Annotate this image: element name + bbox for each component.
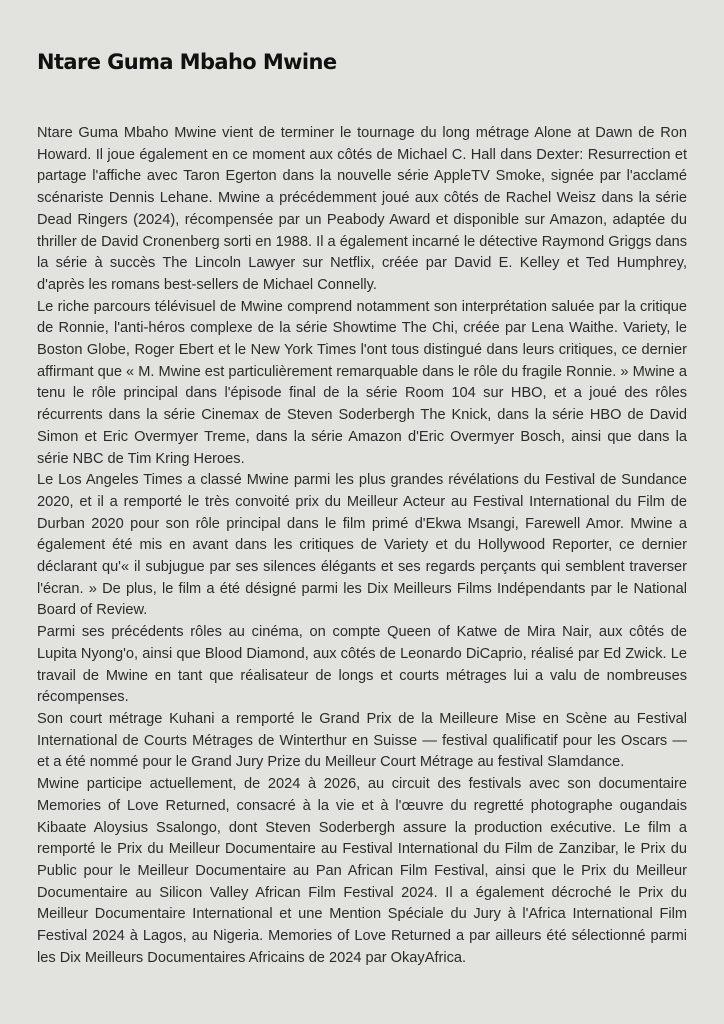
- document-page: [37, 44, 687, 969]
- paragraph-kuhani-short-film: Son court métrage Kuhani a remporté le Grand Prix de la Meilleure Mise en Scène au Festival International de Courts Métrages de Winterthur en Suisse — festival qualificatif pour les Oscars — et a été nommé pour le Grand Jury Prize du Meilleur Court Métrage au festival Slamdance.: [37, 710, 687, 771]
- paragraph-current-projects: Ntare Guma Mbaho Mwine vient de terminer le tournage du long métrage Alone at Dawn de Ron Howard. Il joue également en ce moment aux côtés de Michael C. Hall dans Dexter: Resurrection et partage l'affiche avec Taron Egerton dans la nouvelle série AppleTV Smoke, signée par l'acclamé scénariste Dennis Lehane. Mwine a précédemment joué aux côtés de Rachel Weisz dans la série Dead Ringers (2024), récompensée par un Peabody Award et disponible sur Amazon, adaptée du thriller de David Cronenberg sorti en 1988. Il a également incarné le détective Raymond Griggs dans la série à succès The Lincoln Lawyer sur Netflix, créée par David E. Kelley et Ted Humphrey, d'après les romans best-sellers de Michael Connelly.: [37, 125, 687, 293]
- paragraph-sundance-farewell-amor: Le Los Angeles Times a classé Mwine parmi les plus grandes révélations du Festival de Sundance 2020, et il a remporté le très convoité prix du Meilleur Acteur au Festival International du Film de Durban 2020 pour son rôle principal dans le film primé d'Ekwa Msangi, Farewell Amor. Mwine a également été mis en avant dans les critiques de Variety et du Hollywood Reporter, ce dernier déclarant qu'« il subjugue par ses silences élégants et ses regards perçants qui semblent traverser l'écran. » De plus, le film a été désigné parmi les Dix Meilleurs Films Indépendants par le National Board of Review.: [37, 472, 687, 619]
- paragraph-television-career: Le riche parcours télévisuel de Mwine comprend notamment son interprétation saluée par la critique de Ronnie, l'anti-héros complexe de la série Showtime The Chi, créée par Lena Waithe. Variety, le Boston Globe, Roger Ebert et le New York Times l'ont tous distingué dans leurs critiques, ce dernier affirmant que « M. Mwine est particulièrement remarquable dans le rôle du fragile Ronnie. » Mwine a tenu le rôle principal dans l'épisode final de la série Room 104 sur HBO, et a joué des rôles récurrents dans la série Cinemax de Steven Soderbergh The Knick, dans la série HBO de David Simon et Eric Overmyer Treme, dans la série Amazon d'Eric Overmyer Bosch, ainsi que dans la série NBC de Tim Kring Heroes.: [37, 298, 687, 467]
- page-title: Ntare Guma Mbaho Mwine: [37, 50, 337, 74]
- paragraph-film-roles: Parmi ses précédents rôles au cinéma, on compte Queen of Katwe de Mira Nair, aux côtés de Lupita Nyong'o, ainsi que Blood Diamond, aux côtés de Leonardo DiCaprio, réalisé par Ed Zwick. Le travail de Mwine en tant que réalisateur de longs et courts métrages lui a valu de nombreuses récompenses.: [37, 624, 687, 706]
- biography-body: [37, 123, 687, 969]
- paragraph-documentary: Mwine participe actuellement, de 2024 à 2026, au circuit des festivals avec son documentaire Memories of Love Returned, consacré à la vie et à l'œuvre du regretté photographe ougandais Kibaate Aloysius Ssalongo, dont Steven Soderbergh assure la production exécutive. Le film a remporté le Prix du Meilleur Documentaire au Festival International du Film de Zanzibar, le Prix du Public pour le Meilleur Documentaire au Pan African Film Festival, ainsi que le Prix du Meilleur Documentaire au Silicon Valley African Film Festival 2024. Il a également décroché le Prix du Meilleur Documentaire International et une Mention Spéciale du Jury à l'Africa International Film Festival 2024 à Lagos, au Nigeria. Memories of Love Returned a par ailleurs été sélectionné parmi les Dix Meilleurs Documentaires Africains de 2024 par OkayAfrica.: [37, 776, 687, 966]
